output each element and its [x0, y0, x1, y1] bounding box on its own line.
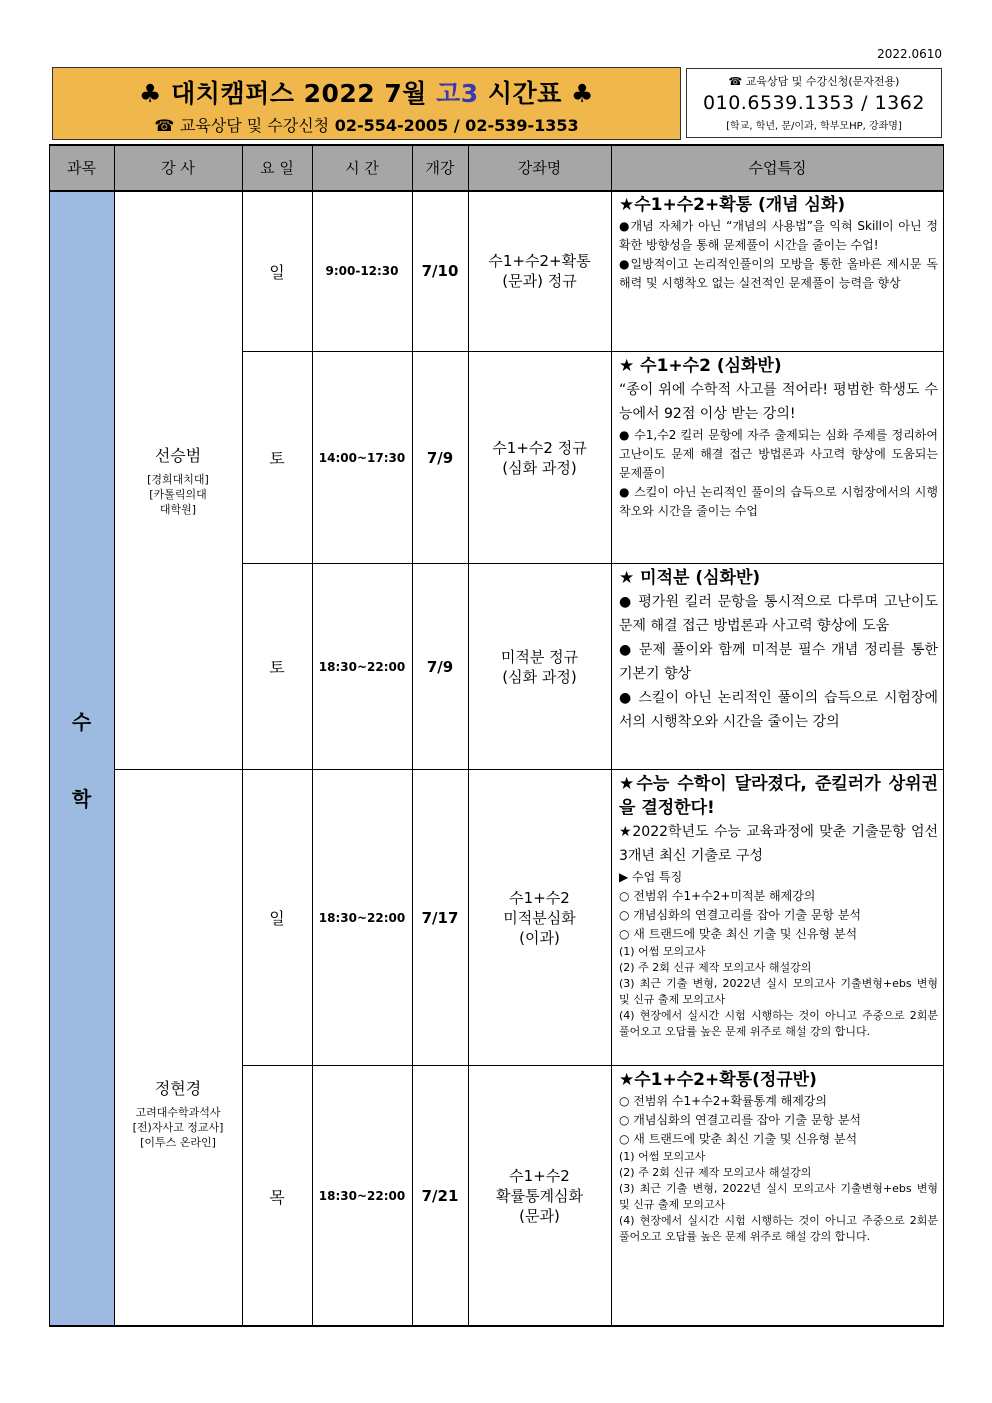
header-day: 요 일 [242, 144, 312, 190]
course-name-line: 수1+수2+확통 [488, 252, 591, 270]
teacher-info-line: [이투스 온라인] [140, 1136, 216, 1149]
subject-char: 학 [71, 786, 92, 811]
teacher-info-line: [전)자사고 정교사] [132, 1121, 224, 1134]
features-cell [611, 770, 944, 1065]
day-cell: 토 [269, 658, 285, 677]
course-name-line: (문과) [519, 1207, 560, 1225]
feature-line: ● 스킬이 아닌 논리적인 풀이의 습득으로 시험장에서의 시행착오와 시간을 줄이는 강의 [619, 690, 938, 730]
teacher-info [147, 472, 209, 517]
feature-line: ○ 전범위 수1+수2+확률통계 해제강의 [619, 1094, 827, 1108]
header-course: 강좌명 [468, 144, 611, 190]
day-cell: 일 [269, 262, 285, 282]
feature-line: ● 문제 풀이와 함께 미적분 필수 개념 정리를 통한 기본기 향상 [619, 642, 938, 682]
phone-label: 교육상담 및 수강신청 [179, 116, 330, 135]
features-cell [611, 1066, 944, 1326]
header-teacher: 강 사 [114, 144, 242, 190]
course-name-line: 수1+수2 [509, 888, 570, 907]
feature-line: ● 수1,수2 킬러 문항에 자주 출제되는 심화 주제를 정리하여 고난이도 문제 해결 접근 방법론과 사고력 향상에 도움되는 문제풀이 [619, 428, 938, 480]
feature-line: ○ 새 트랜드에 맞춘 최신 기출 및 신유형 분석 [619, 927, 858, 941]
feature-line: ○ 개념심화의 연결고리를 잡아 기출 문항 분석 [619, 1113, 862, 1127]
document-date: 2022.0610 [877, 47, 942, 61]
feature-heading: ★수1+수2+확통(정규반) [619, 1070, 817, 1090]
day-cell: 토 [269, 449, 285, 468]
feature-line: (3) 최근 기출 변형, 2022년 실시 모의고사 기출변형+ebs 변형 및 신규 출제 모의고사 [619, 977, 938, 1006]
column-divider [114, 144, 115, 1326]
course-name-line: (심화 과정) [502, 667, 577, 686]
day-cell: 목 [269, 1187, 285, 1207]
features-cell [611, 564, 944, 769]
teacher-name: 선승범 [154, 446, 202, 465]
contact-label: ☎ 교육상담 및 수강신청(문자전용) [728, 75, 900, 88]
feature-line: (1) 어썸 모의고사 [619, 1150, 706, 1163]
start-date-cell: 7/10 [421, 262, 459, 280]
course-name-line: 확률통계심화 [496, 1187, 583, 1205]
feature-line: (4) 현장에서 실시간 시험 시행하는 것이 아니고 주중으로 2회분 풀어오고 오답률 높은 문제 위주로 해설 강의 합니다. [619, 1214, 938, 1243]
feature-heading: ★ 수1+수2 (심화반) [619, 356, 782, 376]
teacher-divider [114, 769, 944, 770]
course-name-cell [468, 352, 611, 563]
course-name-line: 수1+수2 [509, 1167, 570, 1185]
features-cell [611, 352, 944, 563]
course-name-cell [468, 1066, 611, 1326]
day-cell: 일 [269, 909, 285, 928]
column-divider [312, 144, 313, 1326]
start-date-cell: 7/9 [426, 657, 454, 676]
teacher-info-line: 대학원] [159, 503, 197, 516]
time-cell: 18:30~22:00 [318, 659, 406, 674]
course-name-line: (이과) [519, 928, 560, 947]
contact-box [686, 68, 942, 138]
title-text: ♣ 대치캠퍼스 2022 7월 [139, 79, 437, 108]
column-divider [49, 144, 50, 1326]
start-date-cell: 7/9 [426, 448, 454, 467]
header-divider [49, 190, 944, 192]
feature-line: ●일방적이고 논리적인풀이의 모방을 통한 올바른 제시문 독해력 및 시행착오 없는 실전적인 문제풀이 능력을 향상 [619, 257, 938, 290]
subject-char: 수 [71, 709, 92, 734]
row-divider [242, 1065, 944, 1066]
feature-line: (1) 어썸 모의고사 [619, 945, 706, 958]
feature-line: “종이 위에 수학적 사고를 적어라! 평범한 학생도 수능에서 92점 이상 받는 강의! [619, 382, 938, 422]
header-time: 시 간 [312, 144, 412, 190]
header-start: 개강 [412, 144, 468, 190]
feature-line: (4) 현장에서 실시간 시험 시행하는 것이 아니고 주중으로 2회분 풀어오고 오답률 높은 문제 위주로 해설 강의 합니다. [619, 1009, 938, 1038]
start-date-cell: 7/21 [421, 1187, 459, 1205]
phone-icon: ☎ [154, 116, 175, 135]
teacher-info-line: [경희대치대] [147, 473, 209, 486]
course-name-line: (문과) 정규 [502, 272, 577, 290]
teacher-cell [114, 191, 242, 769]
teacher-name: 정현경 [154, 1079, 202, 1098]
header-subject: 과목 [49, 144, 114, 190]
title-grade: 고3 [436, 79, 479, 108]
feature-line: ★2022학년도 수능 교육과정에 맞춘 기출문항 엄선 3개년 최신 기출로 구성 [619, 824, 938, 864]
contact-note: [학교, 학년, 문/이과, 학부모HP, 강좌명] [726, 121, 902, 132]
feature-line: ●개념 자체가 아닌 “개념의 사용법”을 익혀 Skill이 아닌 정확한 방향성을 통해 문제풀이 시간을 줄이는 수업! [619, 219, 938, 252]
feature-line: ○ 전범위 수1+수2+미적분 해제강의 [619, 889, 816, 903]
course-name-line: 미적분 정규 [500, 647, 579, 666]
course-name-cell [468, 564, 611, 769]
time-cell: 18:30~22:00 [318, 1189, 406, 1203]
banner-phone [53, 113, 680, 136]
feature-line: ○ 새 트랜드에 맞춘 최신 기출 및 신유형 분석 [619, 1132, 858, 1146]
feature-heading: ★수1+수2+확통 (개념 심화) [619, 195, 846, 215]
teacher-info [133, 1105, 224, 1150]
features-cell [611, 191, 944, 351]
course-name-line: (심화 과정) [502, 458, 577, 477]
column-divider [242, 144, 243, 1326]
row-divider [242, 563, 944, 564]
teacher-info-line: 고려대수학과석사 [135, 1106, 221, 1119]
course-name-cell [468, 770, 611, 1065]
time-cell: 9:00-12:30 [325, 264, 399, 278]
feature-line: ● 평가원 킬러 문항을 통시적으로 다루며 고난이도 문제 해결 접근 방법론과 사고력 향상에 도움 [619, 594, 938, 634]
subject-math [49, 191, 114, 1326]
contact-number: 010.6539.1353 / 1362 [703, 92, 925, 114]
table-border-top [49, 144, 944, 146]
timetable [49, 144, 944, 1326]
header-features: 수업특징 [611, 144, 944, 190]
time-cell: 18:30~22:00 [318, 910, 406, 925]
column-divider [468, 144, 469, 1326]
course-name-line: 미적분심화 [503, 908, 576, 927]
column-divider [412, 144, 413, 1326]
page-title [53, 74, 680, 110]
feature-line: (3) 최근 기출 변형, 2022년 실시 모의고사 기출변형+ebs 변형 및 신규 출제 모의고사 [619, 1182, 938, 1211]
column-divider [611, 144, 612, 1326]
teacher-info-line: [카톨릭의대 [149, 488, 207, 501]
course-name-line: 수1+수2 정규 [492, 438, 587, 457]
title-text-end: 시간표 ♣ [478, 79, 594, 108]
table-border-bottom [49, 1325, 944, 1327]
teacher-cell [114, 770, 242, 1326]
title-banner [52, 67, 681, 140]
feature-line: ▶ 수업 특징 [619, 870, 683, 884]
start-date-cell: 7/17 [421, 908, 459, 927]
feature-heading: ★수능 수학이 달라졌다, 준킬러가 상위권을 결정한다! [619, 774, 938, 818]
phone-numbers: 02-554-2005 / 02-539-1353 [334, 116, 579, 135]
row-divider [242, 351, 944, 352]
feature-line: (2) 주 2회 신규 제작 모의고사 해설강의 [619, 961, 812, 974]
course-name-cell [468, 191, 611, 351]
feature-line: (2) 주 2회 신규 제작 모의고사 해설강의 [619, 1166, 812, 1179]
time-cell: 14:00~17:30 [318, 450, 406, 465]
column-divider [943, 144, 944, 1326]
feature-heading: ★ 미적분 (심화반) [619, 568, 761, 588]
feature-line: ○ 개념심화의 연결고리를 잡아 기출 문항 분석 [619, 908, 862, 922]
feature-line: ● 스킬이 아닌 논리적인 풀이의 습득으로 시험장에서의 시행착오와 시간을 줄이는 수업 [619, 485, 938, 518]
